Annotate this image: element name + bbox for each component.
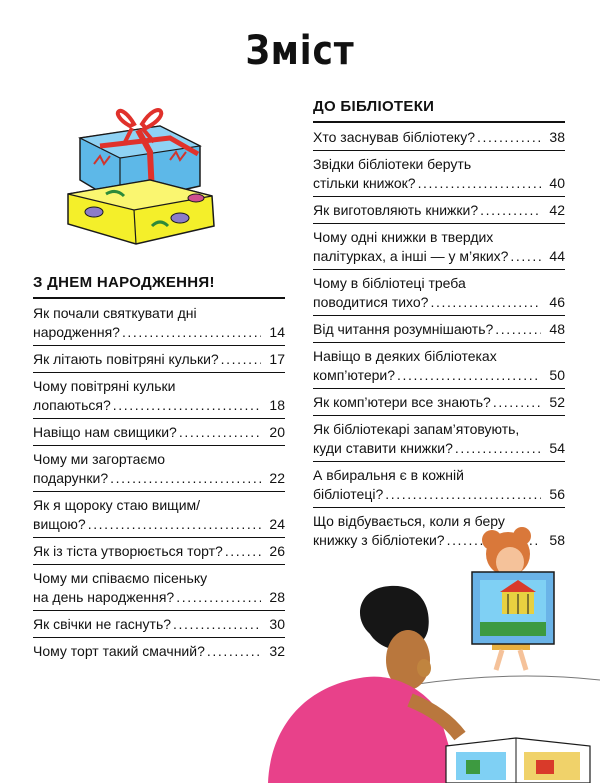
toc-entry[interactable] xyxy=(313,466,565,504)
toc-page-number: 42 xyxy=(549,202,565,218)
toc-entry[interactable] xyxy=(313,128,565,147)
toc-entry-title: на день народження? xyxy=(33,589,175,605)
toc-page-number: 48 xyxy=(549,321,565,337)
toc-entry[interactable] xyxy=(313,420,565,458)
toc-entry-title: Як я щороку стаю вищим/ xyxy=(33,497,201,513)
toc-entry-title: Чому в бібліотеці треба xyxy=(313,275,466,291)
dot-leader xyxy=(173,615,261,634)
toc-page-number: 56 xyxy=(549,486,565,502)
dot-leader xyxy=(510,247,541,266)
toc-entry-title: Як із тіста утворюється торт? xyxy=(33,543,223,559)
toc-entry-title: Хто заснував бібліотеку? xyxy=(313,129,475,145)
toc-page-number: 20 xyxy=(269,424,285,440)
page-title: Зміст xyxy=(245,28,355,74)
toc-page-number: 17 xyxy=(269,351,285,367)
toc-separator xyxy=(313,269,565,270)
toc-page-number: 14 xyxy=(269,324,285,340)
toc-separator xyxy=(313,150,565,151)
toc-entry-title: Як літають повітряні кульки? xyxy=(33,351,219,367)
toc-entry[interactable] xyxy=(313,347,565,385)
library-toc xyxy=(313,119,565,550)
toc-entry[interactable] xyxy=(33,377,285,415)
dot-leader xyxy=(221,350,261,369)
toc-entry-title: народження? xyxy=(33,324,120,340)
toc-page-number: 28 xyxy=(269,589,285,605)
dot-leader xyxy=(418,174,541,193)
dot-leader xyxy=(495,320,541,339)
toc-separator xyxy=(313,388,565,389)
toc-entry[interactable] xyxy=(313,274,565,312)
toc-separator xyxy=(313,461,565,462)
toc-page-number: 30 xyxy=(269,616,285,632)
toc-page-number: 22 xyxy=(269,470,285,486)
toc-entry-title: Як виготовляють книжки? xyxy=(313,202,479,218)
toc-page-number: 32 xyxy=(269,643,285,659)
toc-entry-title: Навіщо нам свищики? xyxy=(33,424,177,440)
toc-entry-title: подарунки? xyxy=(33,470,109,486)
toc-page-number: 26 xyxy=(269,543,285,559)
dot-leader xyxy=(397,366,541,385)
toc-entry-title: лопаються? xyxy=(33,397,111,413)
dot-leader xyxy=(113,396,261,415)
toc-separator xyxy=(33,537,285,538)
toc-entry-title: книжку з бібліотеки? xyxy=(313,532,445,548)
toc-entry[interactable] xyxy=(33,542,285,561)
toc-entry[interactable] xyxy=(33,304,285,342)
toc-entry-title: Звідки бібліотеки беруть xyxy=(313,156,472,172)
toc-entry-title: Чому повітряні кульки xyxy=(33,378,176,394)
birthday-toc xyxy=(33,295,285,661)
toc-separator xyxy=(33,445,285,446)
toc-entry[interactable] xyxy=(33,496,285,534)
dot-leader xyxy=(385,485,541,504)
toc-entry-title: Як комп’ютери все знають? xyxy=(313,394,491,410)
toc-page-number: 44 xyxy=(549,248,565,264)
toc-entry[interactable] xyxy=(33,350,285,369)
dot-leader xyxy=(122,323,261,342)
library-section-heading: ДО БІБЛІОТЕКИ xyxy=(313,98,435,115)
toc-entry-title: Навіщо в деяких бібліотеках xyxy=(313,348,497,364)
toc-page-number: 52 xyxy=(549,394,565,410)
toc-separator xyxy=(33,637,285,638)
toc-separator xyxy=(33,372,285,373)
toc-separator xyxy=(33,297,285,299)
toc-page-number: 46 xyxy=(549,294,565,310)
toc-entry[interactable] xyxy=(313,201,565,220)
toc-entry-title: Чому торт такий смачний? xyxy=(33,643,205,659)
toc-entry-title: комп’ютери? xyxy=(313,367,396,383)
dot-leader xyxy=(430,293,541,312)
toc-entry[interactable] xyxy=(33,642,285,661)
toc-separator xyxy=(313,315,565,316)
toc-separator xyxy=(33,418,285,419)
children-reading-illustration xyxy=(260,510,600,783)
toc-page-number: 58 xyxy=(549,532,565,548)
toc-entry-title: Чому ми загортаємо xyxy=(33,451,165,467)
toc-entry-title: Як свічки не гаснуть? xyxy=(33,616,172,632)
toc-separator xyxy=(33,610,285,611)
toc-page-number: 54 xyxy=(549,440,565,456)
toc-separator xyxy=(313,121,565,123)
toc-separator xyxy=(313,196,565,197)
toc-separator xyxy=(33,491,285,492)
toc-entry-title: Чому одні книжки в твердих xyxy=(313,229,494,245)
toc-entry-title: палітурках, а інші — у м’яких? xyxy=(313,248,509,264)
toc-entry[interactable] xyxy=(33,569,285,607)
dot-leader xyxy=(110,469,261,488)
toc-entry[interactable] xyxy=(313,393,565,412)
toc-entry-title: вищою? xyxy=(33,516,86,532)
dot-leader xyxy=(493,393,541,412)
toc-entry-title: поводитися тихо? xyxy=(313,294,429,310)
toc-entry-title: Як почали святкувати дні xyxy=(33,305,197,321)
dot-leader xyxy=(225,542,261,561)
toc-entry[interactable] xyxy=(313,155,565,193)
dot-leader xyxy=(207,642,261,661)
toc-separator xyxy=(313,342,565,343)
toc-page-number: 38 xyxy=(549,129,565,145)
toc-entry[interactable] xyxy=(33,450,285,488)
dot-leader xyxy=(455,439,541,458)
toc-entry-title: Чому ми співаємо пісеньку xyxy=(33,570,208,586)
toc-entry[interactable] xyxy=(313,320,565,339)
dot-leader xyxy=(179,423,261,442)
dot-leader xyxy=(176,588,261,607)
toc-entry-title: стільки книжок? xyxy=(313,175,416,191)
gifts-illustration xyxy=(50,94,230,254)
toc-entry[interactable] xyxy=(33,423,285,442)
toc-separator xyxy=(33,345,285,346)
toc-separator xyxy=(313,507,565,508)
toc-page-number: 24 xyxy=(269,516,285,532)
toc-entry-title: куди ставити книжки? xyxy=(313,440,453,456)
toc-page-number: 40 xyxy=(549,175,565,191)
toc-separator xyxy=(313,415,565,416)
birthday-section-heading: З ДНЕМ НАРОДЖЕННЯ! xyxy=(33,274,215,291)
toc-separator xyxy=(313,223,565,224)
toc-page-number: 50 xyxy=(549,367,565,383)
toc-entry-title: Від читання розумнішають? xyxy=(313,321,494,337)
toc-entry-title: А вбиральня є в кожній xyxy=(313,467,464,483)
dot-leader xyxy=(477,128,541,147)
dot-leader xyxy=(88,515,261,534)
toc-entry[interactable] xyxy=(33,615,285,634)
toc-entry-title: Що відбувається, коли я беру xyxy=(313,513,505,529)
toc-page-number: 18 xyxy=(269,397,285,413)
toc-entry-title: бібліотеці? xyxy=(313,486,384,502)
dot-leader xyxy=(480,201,541,220)
toc-separator xyxy=(33,564,285,565)
toc-entry-title: Як бібліотекарі запам’ятовують, xyxy=(313,421,520,437)
toc-entry[interactable] xyxy=(313,228,565,266)
